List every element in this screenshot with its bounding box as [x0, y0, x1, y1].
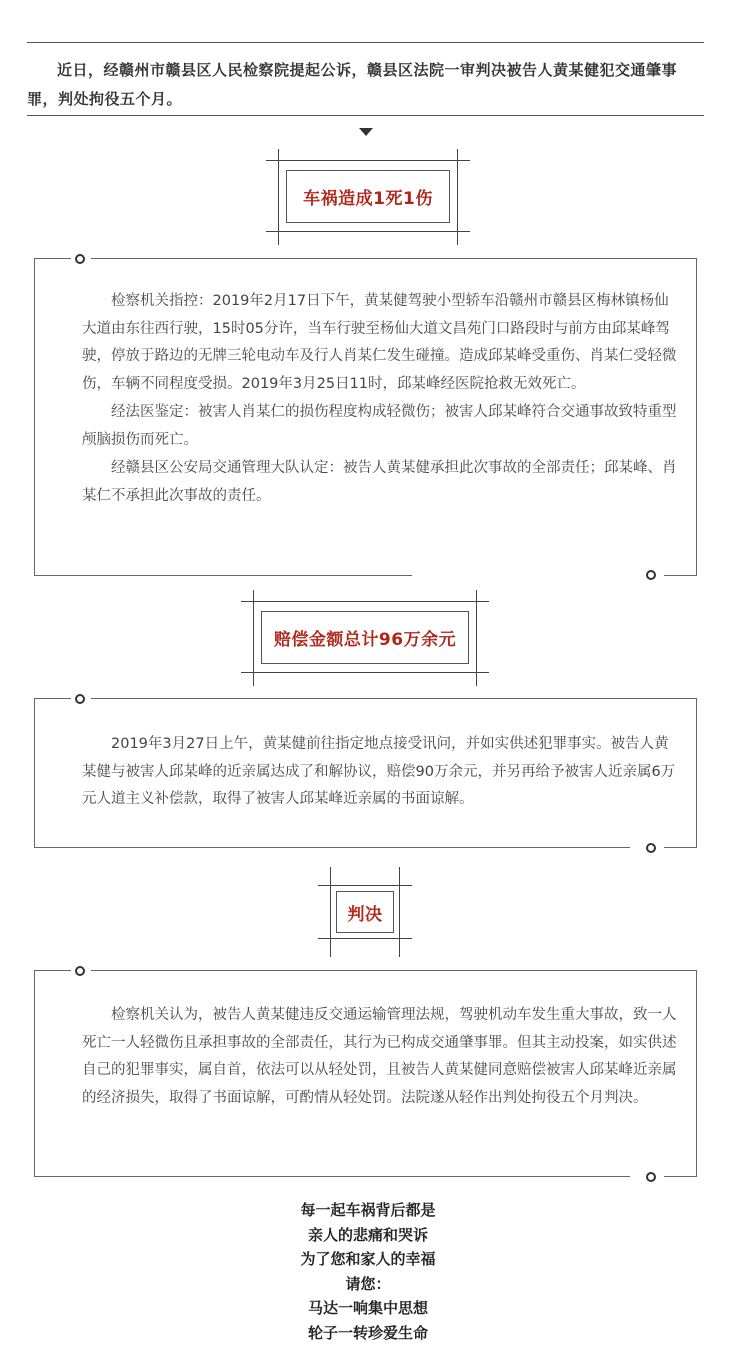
slogan-line: 轮子一转珍爱生命	[307, 1323, 428, 1342]
slogan-line: 请您：	[345, 1274, 391, 1293]
section-title: 赔偿金额总计96万余元	[273, 630, 457, 650]
intro-block	[27, 42, 704, 116]
ornament-dot-icon	[646, 843, 656, 853]
ornament-dot-icon	[646, 570, 656, 580]
slogan-line: 马达一响集中思想	[307, 1299, 428, 1318]
content-panel	[34, 698, 697, 848]
content-panel	[34, 258, 697, 576]
slogan-line: 为了您和家人的幸福	[300, 1250, 436, 1269]
ornament-dot-icon	[75, 254, 85, 264]
paragraph: 检察机关指控：2019年2月17日下午，黄某健驾驶小型轿车沿赣州市赣县区梅林镇杨仙大道由东往西行驶，15时05分许，当车行驶至杨仙大道文昌苑门口路段时与前方由邱某峰驾驶，停放于路边的无牌三轮电动车及行人肖某仁发生碰撞。造成邱某峰受重伤、肖某仁受轻微伤，车辆不同程度受损。2019年3月25日11时，邱某峰经医院抢救无效死亡。	[82, 293, 677, 392]
slogan-line: 亲人的悲痛和哭诉	[307, 1225, 428, 1244]
ornament-dot-icon	[646, 1172, 656, 1182]
intro-text: 近日，经赣州市赣县区人民检察院提起公诉，赣县区法院一审判决被告人黄某健犯交通肇事罪，判处拘役五个月。	[27, 61, 678, 108]
paragraph: 2019年3月27日上午，黄某健前往指定地点接受讯问，并如实供述犯罪事实。被告人黄某健与被害人邱某峰的近亲属达成了和解协议，赔偿90万余元，并另再给予被害人近亲属6万元人道主义补偿款，取得了被害人邱某峰近亲属的书面谅解。	[82, 736, 676, 807]
section-heading	[318, 867, 412, 957]
section-heading	[266, 149, 470, 245]
content-panel	[34, 970, 697, 1177]
closing-slogan	[0, 1198, 736, 1346]
section-title: 判决	[347, 904, 383, 925]
paragraph: 经赣县区公安局交通管理大队认定：被告人黄某健承担此次事故的全部责任；邱某峰、肖某仁不承担此次事故的责任。	[82, 460, 677, 504]
down-arrow-icon	[359, 128, 373, 136]
section-heading	[241, 590, 489, 686]
slogan-line: 每一起车祸背后都是	[300, 1201, 436, 1219]
section-title: 车祸造成1死1伤	[303, 189, 433, 209]
paragraph: 检察机关认为，被告人黄某健违反交通运输管理法规，驾驶机动车发生重大事故，致一人死亡一人轻微伤且承担事故的全部责任，其行为已构成交通肇事罪。但其主动投案，如实供述自己的犯罪事实，属自首，依法可以从轻处罚，且被告人黄某健同意赔偿被害人邱某峰近亲属的经济损失，取得了书面谅解，可酌情从轻处罚。法院遂从轻作出判处拘役五个月判决。	[82, 1007, 677, 1106]
paragraph: 经法医鉴定：被害人肖某仁的损伤程度构成轻微伤；被害人邱某峰符合交通事故致特重型颅脑损伤而死亡。	[82, 404, 677, 448]
ornament-dot-icon	[75, 694, 85, 704]
ornament-dot-icon	[75, 966, 85, 976]
